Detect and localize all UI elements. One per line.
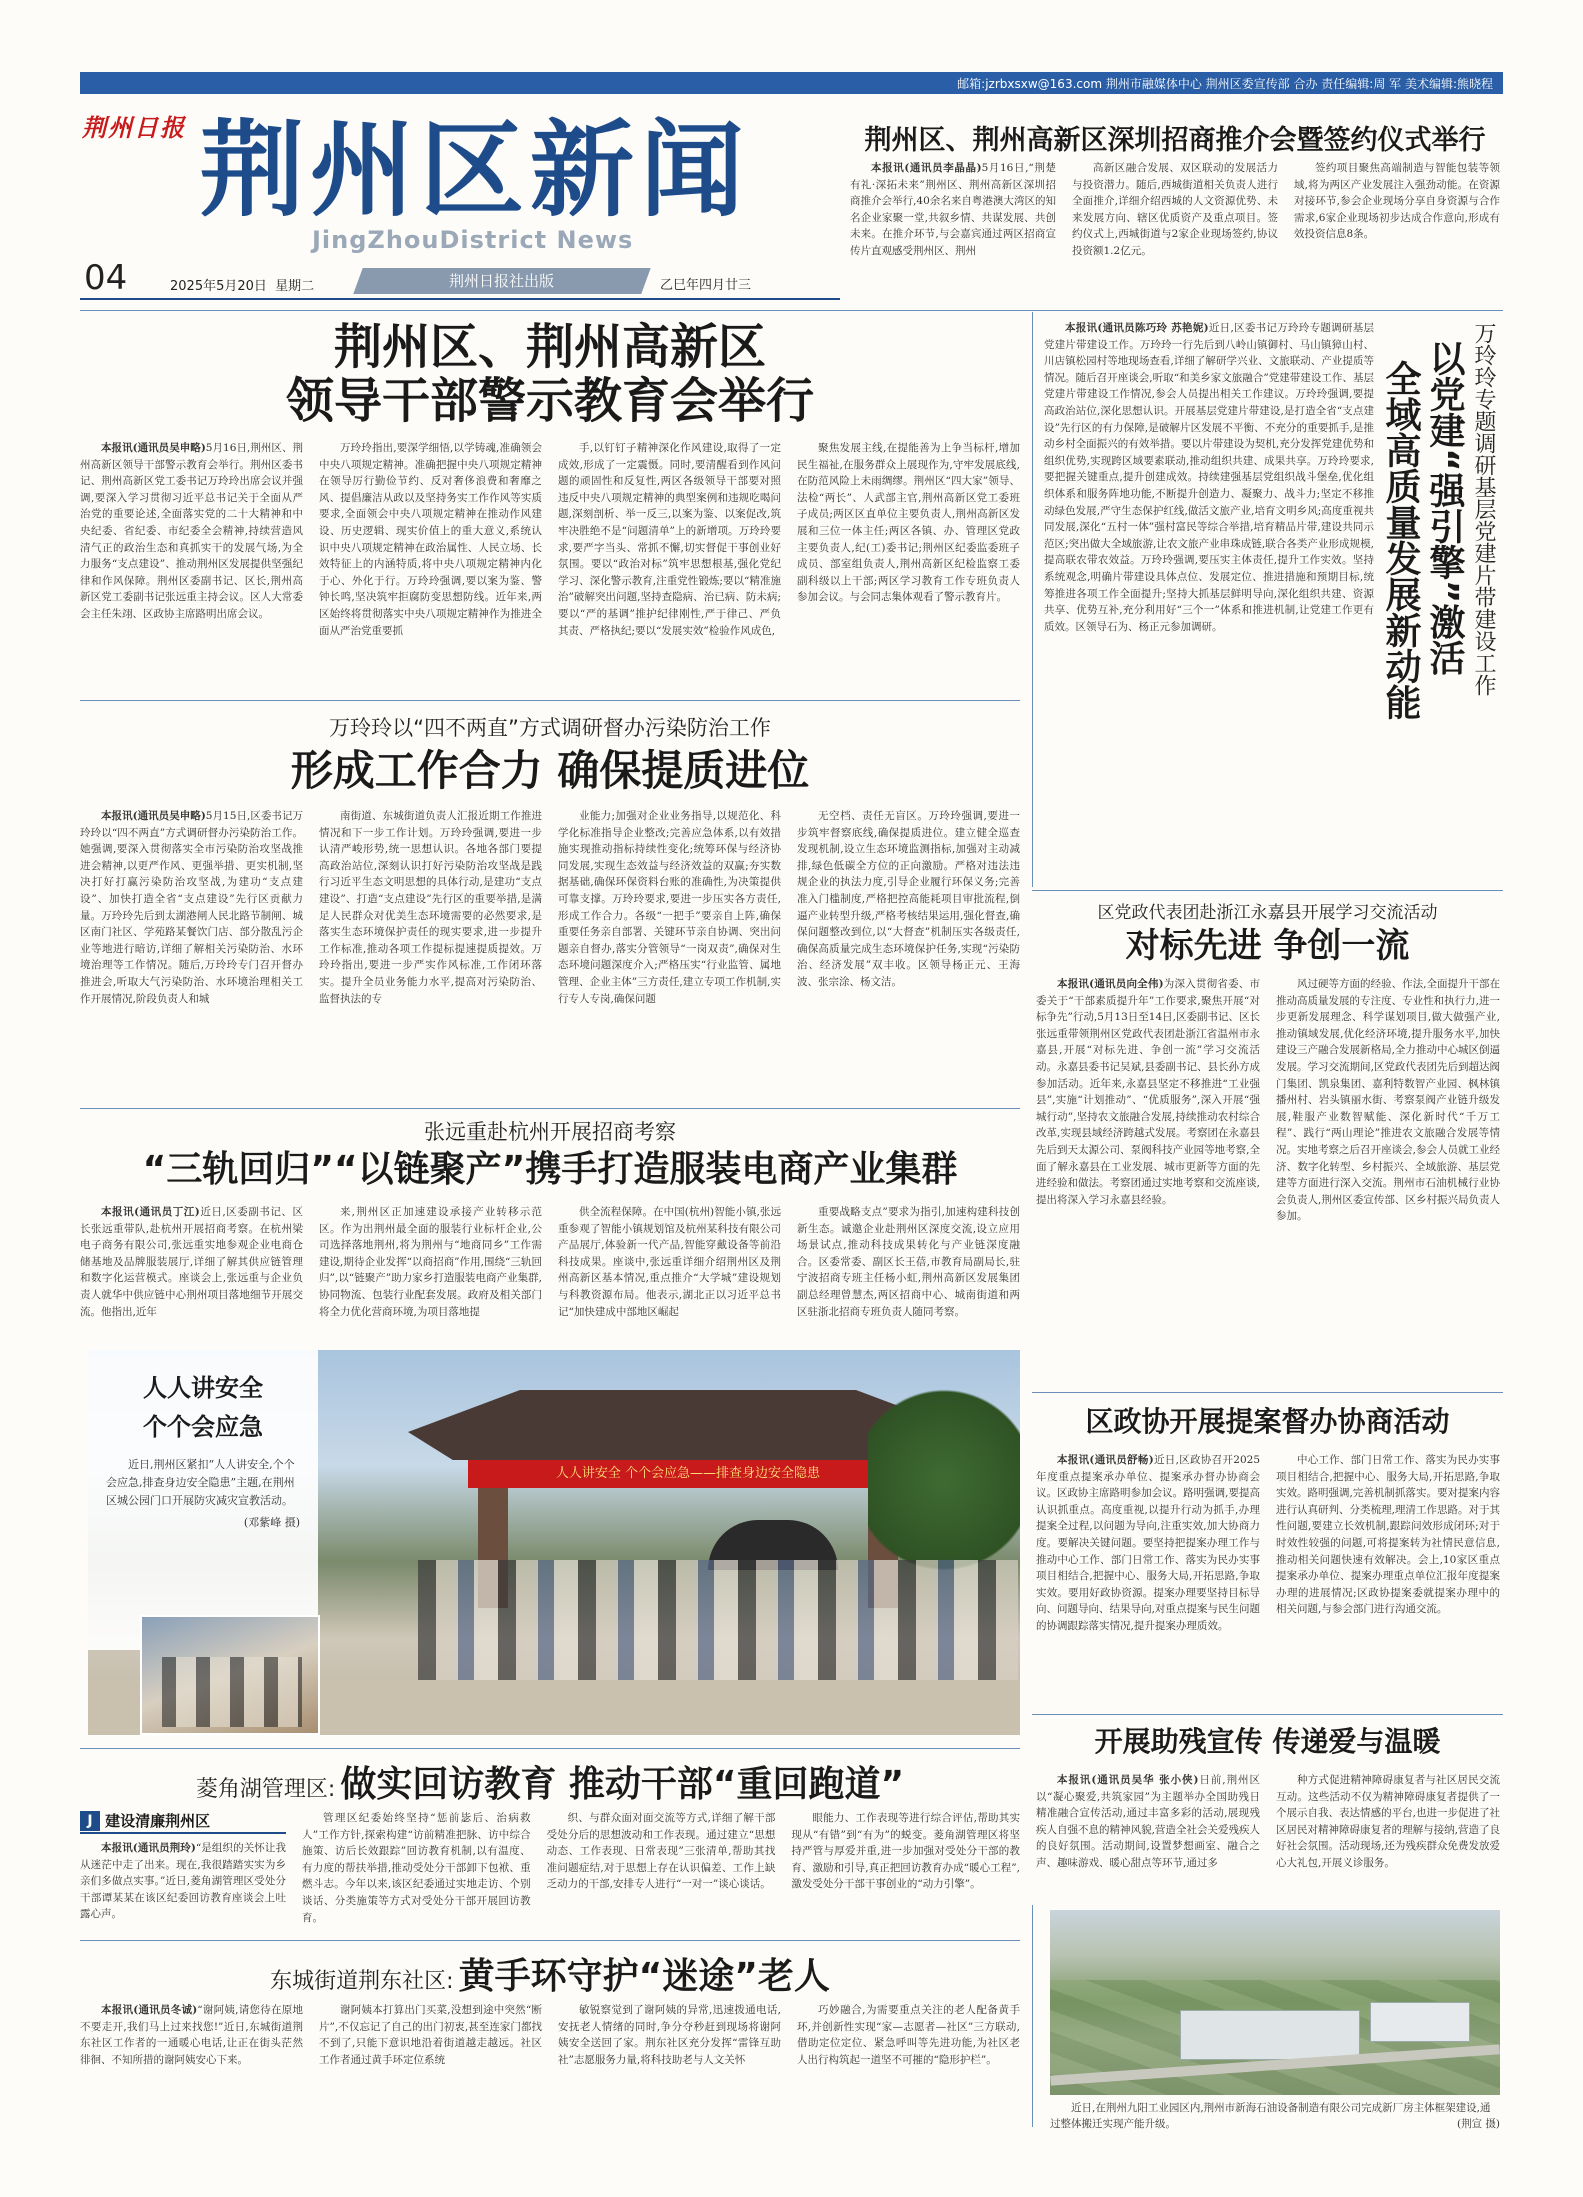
linghu-title: 做实回访教育 推动干部“重回跑道” <box>340 1764 905 1805</box>
safety-inset-photo <box>140 1615 320 1735</box>
signing-col2: 高新区融合发展、双区联动的发展活力与投资潜力。随后,西城街道相关负责人进行全面推介,详细介绍西城的人文资源优势、未来发展方向、辖区优质资产及重点项目。签约仪式上,西城街道与2家企业现场签约,协议投资额1.2亿元。 <box>1072 162 1278 257</box>
linghu-byline: 本报讯(通讯员荆玲) <box>101 1842 196 1854</box>
zhengxie-col2: 中心工作、部门日常工作、落实为民办实事项目相结合,把握中心、服务大局,开拓思路,争取实效。路明强调,完善机制抓落实。要对提案内容进行认真研判、分类梳理,理清工作思路。对于其性问题,要建立长效机制,跟踪问效形成闭环;对于时效性较强的问题,可将提案转为社情民意信息,推动相关问题快速有效解决。会上,10家区重点提案承办单位、提案办理重点单位汇报年度提案办理的进展情况;区政协提案委就提案办理中的相关问题,与参会部门进行沟通交流。 <box>1276 1454 1500 1616</box>
wan-title-1: 以党建“强引擎”激活 <box>1424 340 1465 676</box>
warning-title-1: 荆州区、荆州高新区 <box>333 319 766 375</box>
warning-body <box>80 440 1020 639</box>
linghu-col3: 织、与群众面对面交流等方式,详细了解干部受处分后的思想波动和工作表现。通过建立“思想动态、工作表现、日常表现”三张清单,帮助其找准问题症结,对于思想上存在认识偏差、工作上缺乏动力的干部,安排专人进行“一对一”谈心谈话。 <box>546 1812 776 1891</box>
warning-title-2: 领导干部警示教育会举行 <box>285 373 814 429</box>
wan-text: 本报讯(通讯员陈巧玲 苏艳妮)近日,区委书记万玲玲专题调研基层党建片带建设工作。万玲玲一行先后到八岭山镇御村、马山镇獐山村、川店镇松园村等地现场查看,详细了解研学兴业、文旅联动、产业提质等情况。随后召开座谈会,听取“和美乡家文旅融合”党建带建设工作、基层党建片带建设工作情况,参会人员提出相关工作建议。万玲玲强调,要提高政治站位,深化思想认识。开展基层党建片带建设,是打造全省“支点建设”先行区的有力保障,是破解片区发展不平衡、不充分的重要抓手,是推动乡村全面振兴的有效举措。要以片带建设为契机,充分发挥党建优势和组织优势,实现跨区域要素联动,推动组织共建、成果共享。万玲玲要求,要把握关键重点,提升创建成效。持续建强基层党组织战斗堡垒,优化组织体系和服务阵地功能,不断提升创造力、凝聚力、战斗力;坚定不移推动绿色发展,严守生态保护红线,做活文旅产业,培育文明乡风;高度重视共同发展,深化“五村一体”强村富民等综合举措,培育精品片带,建设共同示范区;突出做大全域旅游,让农文旅产业串珠成链,联合各类产业形成规模,提高联农带农效益。万玲玲强调,要压实主体责任,提升工作实效。坚持系统观念,明确片带建设具体点位、发展定位、推进措施和预期目标,统筹推进各项工作全面提升;坚持大抓基层鲜明导向,深化组织共建、资源共享、优势互补,充分利用好“三个一”体系和推进机制,让党建工作更有质效。区领导石为、杨正元参加调研。 <box>1044 322 1374 633</box>
photo-building-1 <box>1180 2010 1360 2060</box>
zhang-title: “三轨回归”“以链聚产”携手打造服装电商产业集群 <box>142 1149 958 1190</box>
date: 2025年5月20日 <box>170 279 267 294</box>
warning-byline: 本报讯(通讯员吴申略) <box>101 442 206 454</box>
safety-title-1: 人人讲安全 <box>143 1374 263 1402</box>
publisher-band <box>353 268 650 294</box>
rule-dongcheng <box>80 1940 1020 1941</box>
warning-col1: 本报讯(通讯员吴申略)5月16日,荆州区、荆州高新区领导干部警示教育会举行。荆州区委书记、荆州高新区党工委书记万玲玲出席会议并强调,要深入学习贯彻习近平总书记关于全面从严治党的重要论述,全面落实党的二十大精神和中央纪委、省纪委、市纪委全会精神,持续营造风清气正的政治生态和真抓实干的发展气场,为全力服务“支点建设”、推动荆州区发展提供坚强纪律和作风保障。荆州区委副书记、区长,荆州高新区党工委副书记张远重主持会议。区人大常委会主任朱翊、区政协主席路明出席会议。 <box>80 442 303 620</box>
rule-top <box>80 310 1503 311</box>
inset-people <box>162 1657 302 1727</box>
photo-building-2 <box>1370 2002 1470 2042</box>
subtitle-en: JingZhouDistrict News <box>312 226 634 254</box>
top-bar <box>80 72 1503 94</box>
signing-col1: 本报讯(通讯员李晶晶)5月16日,“荆楚有礼·深拓未来”荆州区、荆州高新区深圳招商推介会举行,40余名来自粤港澳大湾区的知名企业家聚一堂,共叙乡情、共谋发展、共创未来。在推介环节,与会嘉宾通过两区招商宣传片直观感受荆州区、荆州 <box>850 162 1057 257</box>
dongcheng-head <box>80 1948 1020 1999</box>
photo-crowd <box>418 1560 1018 1700</box>
dongcheng-col1: 本报讯(通讯员冬诚)“谢阿姨,请您待在原地不要走开,我们马上过来找您!”近日,东城街道荆东社区工作者的一通暖心电话,让正在街头茫然徘徊、不知所措的谢阿姨安心下来。 <box>80 2004 303 2066</box>
linghu-tag-icon: J <box>80 1811 100 1831</box>
logo <box>82 108 192 148</box>
industrial-photo <box>1050 1910 1500 2095</box>
safety-title-2: 个个会应急 <box>143 1413 263 1441</box>
linghu-body <box>302 1810 1020 1936</box>
pollution-col4: 无空档、责任无盲区。万玲玲强调,要进一步筑牢督察底线,确保提质进位。建立健全巡查发现机制,设立生态环境监测指标,加强对主动减排,绿色低碳全方位的正向激励。严格对违法违规企业的执法力度,引导企业履行环保义务;完善准入门槛制度,严格把控高能耗项目审批流程,倒逼产业转型升级,严格考核结果运用,强化督查,确保问题整改到位,以“大督查”机制压实各级责任,确保高质量完成生态环境保护任务,实现“污染防治、经济发展”双丰收。区领导杨正元、王海波、张宗涂、杨文洁。 <box>797 810 1020 988</box>
warning-col4: 聚焦发展主线,在提能善为上争当标杆,增加民生福祉,在服务群众上展现作为,守牢发展底线,在防范风险上未雨绸缪。荆州区“四大家”领导、法检“两长”、人武部主官,荆州高新区党工委班子成员;两区区直单位主要负责人,荆州高新区发展和三位一体主任;两区各镇、办、管理区党政主要负责人,纪(工)委书记;荆州区纪委监委班子成员、部室组负责人,荆州高新区纪检监察工委副科级以上干部;两区学习教育工作专班负责人参加会议。与会同志集体观看了警示教育片。 <box>797 442 1020 604</box>
dongcheng-col2: 谢阿姨本打算出门买菜,没想到途中突然“断片”,不仅忘记了自己的出门初衷,甚至连家门都找不到了,只能下意识地沿着街道越走越远。社区工作者通过黄手环定位系统 <box>319 2004 542 2066</box>
vrule-right-top <box>1032 312 1033 887</box>
industrial-caption: 近日,在荆州九阳工业园区内,荆州市新海石油设备制造有限公司完成新厂房主体框架建设,通过整体搬迁实现产能升级。 (荆宣 摄) <box>1050 2102 1500 2130</box>
dongcheng-body <box>80 2002 1020 2120</box>
pollution-body <box>80 808 1020 1007</box>
pollution-title: 形成工作合力 确保提质进位 <box>290 746 810 795</box>
zhucan-col1: 本报讯(通讯员吴华 张小侠)日前,荆州区以“凝心聚爱,共筑家园”为主题举办全国助残日精准融合宣传活动,通过丰富多彩的活动,展现残疾人自强不息的精神风貌,营造全社会关爱残疾人的良好氛围。活动期间,设置梦想画室、融合之声、趣味游戏、暖心甜点等环节,通过多 <box>1036 1774 1260 1869</box>
industrial-credit: (荆宣 摄) <box>1456 2118 1500 2130</box>
weekday: 星期二 <box>275 279 315 294</box>
dui-title: 对标先进 争创一流 <box>1125 926 1410 966</box>
zhang-col3: 供全流程保障。在中国(杭州)智能小镇,张远重参观了智能小镇规划馆及杭州某科技有限公司产品展厅,体验新一代产品,智能穿戴设备等前沿科技成果。座谈中,张远重详细介绍荆州区及荆州高新区基本情况,重点推介“大学城”建设规划与科教资源布局。他表示,湖北正以习近平总书记“加快建成中部地区崛起 <box>558 1206 781 1318</box>
signing-byline: 本报讯(通讯员李晶晶) <box>871 162 982 174</box>
zhucan-title: 开展助残宣传 传递爱与温暖 <box>1094 1725 1441 1758</box>
dongcheng-byline: 本报讯(通讯员冬诚) <box>101 2004 198 2016</box>
rule-dui <box>1032 890 1503 891</box>
dui-col2: 风过硬等方面的经验、作法,全面提升干部在推动高质量发展的专注度、专业性和执行力,进一步更新发展理念、科学谋划项目,做大做强产业,推动镇域发展,优化经济环境,提升服务水平,加快建设三产融合发展新格局,全力推动中心城区倒逼发展。学习交流期间,区党政代表团先后到超达阀门集团、凯泉集团、嘉利特数智产业园、枫林镇播州村、岩头镇丽水街、考察泵阀产业链升级发展,鞋服产业数智赋能、深化新时代“千万工程”、践行“两山理论”推进农文旅融合发展等情况。实地考察之后召开座谈会,参会人员就工业经济、数字化转型、乡村振兴、全域旅游、基层党建等方面进行深入交流。荆州市石油机械行业协会负责人,荆州区委宣传部、区乡村振兴局负责人参加。 <box>1276 978 1500 1223</box>
top-bar-info: 邮箱:jzrbxsxw@163.com 荆州市融媒体中心 荆州区委宣传部 合办 责任编辑:周 军 美术编辑:熊晓程 <box>957 77 1493 91</box>
page-number: 04 <box>84 258 128 298</box>
dui-kicker: 区党政代表团赴浙江永嘉县开展学习交流活动 <box>1097 903 1438 923</box>
zhang-body <box>80 1204 1020 1342</box>
linghu-tag <box>80 1810 286 1834</box>
wan-body <box>1044 320 1374 880</box>
linghu-head <box>80 1756 1020 1807</box>
signing-title: 荆州区、荆州高新区深圳招商推介会暨签约仪式举行 <box>864 125 1486 156</box>
safety-caption-box <box>88 1350 318 1650</box>
warning-col2: 万玲玲指出,要深学细悟,以学铸魂,准确领会中央八项规定精神。准确把握中央八项规定精神在领导厉行勤俭节约、反对奢侈浪费和奢靡之风、提倡廉洁从政以及坚持务实工作作风等实质要求,全面领会中央八项规定精神在推动作风建设、历史逻辑、现实价值上的重大意义,系统认识中央八项规定精神在政治属性、人民立场、长效特征上的内涵特质,将中央八项规定精神内化于心、外化于行。万玲玲强调,要以案为鉴、警钟长鸣,坚决筑牢拒腐防变思想防线。近年来,两区始终将贯彻落实中央八项规定精神作为推进全面从严治党重要抓 <box>319 442 542 637</box>
vrule-bottom <box>1032 1905 1033 2127</box>
linghu-col1: 本报讯(通讯员荆玲)“是组织的关怀让我从迷茫中走了出来。现在,我很踏踏实实为乡亲们多做点实事。”近日,菱角湖管理区受处分干部谭某某在该区纪委回访教育座谈会上吐露心声。 <box>80 1842 286 1921</box>
signing-body <box>850 160 1500 260</box>
wan-kicker: 万玲玲专题调研基层党建片带建设工作 <box>1471 322 1496 696</box>
wan-byline: 本报讯(通讯员陈巧玲 苏艳妮) <box>1065 322 1209 334</box>
dui-col1: 本报讯(通讯员向全伟)为深入贯彻省委、市委关于“干部素质提升年”工作要求,聚焦开展“对标争先”行动,5月13日至14日,区委副书记、区长张远重带领荆州区党政代表团赴浙江省温州市永嘉县,开展“对标先进、争创一流”学习交流活动。永嘉县委书记吴斌,县委副书记、县长孙方成参加活动。近年来,永嘉县坚定不移推进“工业强县”,实施“计划推动”、“优质服务”,深入开展“强城行动”,坚持农文旅融合发展,持续推动农村综合改革,实现县域经济跨越式发展。考察团在永嘉县先后到天太源公司、泵阀科技产业园等地考察,全面了解永嘉县在工业发展、城市更新等方面的先进经验和做法。考察团通过实地考察和交流座谈,提出将深入学习永嘉县经验。 <box>1036 978 1261 1206</box>
lunar-date: 乙巳年四月廿三 <box>660 278 752 293</box>
rule-pollution <box>80 700 1020 701</box>
masthead-rule <box>80 298 840 300</box>
zhengxie-title: 区政协开展提案督办协商活动 <box>1085 1405 1450 1438</box>
zhang-col4: 重要战略支点”要求为指引,加速构建科技创新生态。诚邀企业赴荆州区深度交流,设立应用场景试点,推动科技成果转化与产业链深度融合。区委常委、副区长王蓓,市教育局副局长,驻宁波招商专班主任杨小虹,荆州高新区发展集团副总经理曾慧杰,两区招商中心、城南街道和两区驻浙北招商专班负责人随同考察。 <box>797 1206 1020 1318</box>
dui-body <box>1036 976 1500 1388</box>
publisher: 荆州日报社出版 <box>449 272 555 290</box>
zhucan-body <box>1036 1772 1500 1898</box>
zhengxie-byline: 本报讯(通讯员舒畅) <box>1057 1454 1154 1466</box>
date-line <box>170 275 314 294</box>
zhengxie-col1: 本报讯(通讯员舒畅)近日,区政协召开2025年度重点提案承办单位、提案承办督办协商会议。区政协主席路明参加会议。路明强调,要提高认识抓重点。高度重视,以提升行动为抓手,办理提案全过程,以问题为导向,注重实效,加大协商力度。要解决关键问题。要坚持把提案办理工作与推动中心工作、部门日常工作、落实为民办实事项目相结合,把握中心、服务大局,开拓思路,争取实效。要用好政协资源。提案办理要坚持目标导向、问题导向、结果导向,对重点提案与民生问题的协调跟踪落实情况,提升提案办理质效。 <box>1036 1454 1260 1632</box>
dui-byline: 本报讯(通讯员向全伟) <box>1057 978 1164 990</box>
zhang-kicker: 张远重赴杭州开展招商考察 <box>424 1120 676 1144</box>
warning-col3: 手,以钉钉子精神深化作风建设,取得了一定成效,形成了一定震慑。同时,要清醒看到作风问题的顽固性和反复性,两区各级领导干部要对照违反中央八项规定精神的典型案例和违规吃喝问题,深刻剖析、举一反三,以案为鉴、以案促改,筑牢决胜绝不是“问题清单”上的新增项。万玲玲要求,要严字当头、常抓不懈,切实督促干事创业好氛围。要以“政治对标”筑牢思想根基,强化党纪学习、深化警示教育,注重党性锻炼;要以“精准施治”破解突出问题,坚持查隐病、治已病、防未病;要以“严的基调”推护纪律刚性,严于律己、严负其责、严格执纪;要以“发展实效”检验作风成色, <box>558 442 781 637</box>
zhengxie-body <box>1036 1452 1500 1710</box>
dongcheng-col3: 敏锐察觉到了谢阿姨的异常,迅速拨通电话,安抚老人情绪的同时,争分夺秒赶到现场将谢阿姨安全送回了家。荆东社区充分发挥“雷锋互助社”志愿服务力量,将科技助老与人文关怀 <box>558 2004 781 2066</box>
zhang-byline: 本报讯(通讯员丁江) <box>101 1206 200 1218</box>
wan-title-2: 全域高质量发展新动能 <box>1380 360 1421 720</box>
pollution-col2: 南街道、东城街道负责人汇报近期工作推进情况和下一步工作计划。万玲玲强调,要进一步认清严峻形势,统一思想认识。各地各部门要提高政治站位,深刻认识打好污染防治攻坚战是践行习近平生态文明思想的具体行动,是建功“支点建设”、打造“支点建设”先行区的重要举措,是满足人民群众对优美生态环境需要的必然要求,是落实生态环境保护责任的现实要求,进一步提升工作标准,推动各项工作提标提速提质提效。万玲玲指出,要进一步严实作风标准,工作闭环落实。提升全员业务能力水平,提高对污染防治、监督执法的专 <box>319 810 542 1005</box>
zhang-col1: 本报讯(通讯员丁江)近日,区委副书记、区长张远重带队,赴杭州开展招商考察。在杭州梁电子商务有限公司,张远重实地参观企业电商仓储基地及品牌服装展厅,详细了解其供应链管理和数字化运营模式。座谈会上,张远重与企业负责人就华中供应链中心荆州项目落地细节开展交流。他指出,近年 <box>80 1206 303 1318</box>
pollution-col1: 本报讯(通讯员吴申略)5月15日,区委书记万玲玲以“四不两直”方式调研督办污染防治工作。她强调,要深入贯彻落实全市污染防治攻坚战推进会精神,以更严作风、更强举措、更实机制,坚决打好打赢污染防治攻坚战,为建功“支点建设”、加快打造全省“支点建设”先行区贡献力量。万玲玲先后到太湖港闸人民北路节制闸、城区南门社区、学苑路某餐饮门店、部分散乱污企业等地进行暗访,详细了解相关污染防治、水环境治理等工作情况。随后,万玲玲专门召开督办推进会,听取大气污染防治、水环境治理相关工作开展情况,阶段负责人和城 <box>80 810 303 1005</box>
linghu-col4: 眼能力、工作表现等进行综合评估,帮助其实现从“有错”到“有为”的蜕变。菱角湖管理区将坚持严管与厚爱并重,进一步加强对受处分干部的教育、激励和引导,真正把回访教育办成“暖心工程”,激发受处分干部干事创业的“动力引擎”。 <box>791 1812 1020 1891</box>
rule-zhucan <box>1032 1714 1503 1715</box>
signing-col3: 签约项目聚焦高端制造与智能包装等领域,将为两区产业发展注入强劲动能。在资源对接环节,参会企业现场分享自身资源与合作需求,6家企业现场初步达成合作意向,形成有效投资信息8条。 <box>1294 162 1500 241</box>
pollution-kicker: 万玲玲以“四不两直”方式调研督办污染防治工作 <box>329 716 771 740</box>
zhucan-col2: 种方式促进精神障碍康复者与社区居民交流互动。这些活动不仅为精神障碍康复者提供了一个展示自我、表达情感的平台,也进一步促进了社区居民对精神障碍康复者的理解与接纳,营造了良好社会氛围。活动现场,还为残疾群众免费发放爱心大礼包,开展义诊服务。 <box>1276 1774 1500 1869</box>
rule-zhengxie <box>1032 1392 1503 1393</box>
rule-linghu <box>80 1748 1020 1749</box>
dongcheng-kicker: 东城街道荆东社区: <box>270 1969 454 1994</box>
linghu-col2: 管理区纪委始终坚持“惩前毖后、治病救人”工作方针,探索构建“访前精准把脉、访中综合施策、访后长效跟踪”回访教育机制,以有温度、有力度的帮扶举措,推动受处分干部卸下包袱、重燃斗志。今年以来,该区纪委通过实地走访、个别谈话、分类施策等方式对受处分干部开展回访教育。 <box>302 1812 531 1924</box>
logo-text: 荆州日报 <box>82 113 186 142</box>
linghu-tag-text: 建设清廉荆州区 <box>105 1812 211 1830</box>
pollution-col3: 业能力;加强对企业业务指导,以规范化、科学化标准指导企业整改;完善应急体系,以有效措施实现推动指标持续性变化;统筹环保与经济协同发展,实现生态效益与经济效益的双赢;夯实数据基础,确保环保资料台账的准确性,为决策提供可靠支撑。万玲玲要求,要进一步压实各方责任,形成工作合力。各级“一把手”要亲自上阵,确保重要任务亲自部署、关键环节亲自协调、突出问题亲自督办,落实分管领导“一岗双责”,确保对生态环境问题深度介入;严格压实“行业监管、属地管理、企业主体”三方责任,建立专项工作机制,实行专人专岗,确保问题 <box>558 810 781 1005</box>
dongcheng-title: 黄手环守护“迷途”老人 <box>458 1956 830 1997</box>
zhucan-byline: 本报讯(通讯员吴华 张小侠) <box>1057 1774 1199 1786</box>
linghu-kicker: 菱角湖管理区: <box>195 1777 336 1802</box>
safety-caption: 近日,荆州区紧扣“人人讲安全,个个会应急,排查身边安全隐患”主题,在荆州区城公园门口开展防灾减灾宣教活动。 <box>106 1458 295 1507</box>
rule-zhang <box>80 1108 1020 1109</box>
pollution-byline: 本报讯(通讯员吴申略) <box>101 810 206 822</box>
photo-trees <box>868 1380 1020 1580</box>
photo-banner-text: 人人讲安全 个个会应急——排查身边安全隐患 <box>555 1466 821 1481</box>
photo-gate-banner <box>468 1460 908 1488</box>
page-title: 荆州区新闻 <box>200 108 751 231</box>
zhang-col2: 来,荆州区正加速建设承接产业转移示范区。作为出荆州最全面的服装行业标杆企业,公司选择落地荆州,将为荆州与“地商同乡”工作需建设,期待企业发挥“以商招商”作用,围绕“三轨回归”,以“链聚产”助力家乡打造服装电商产业集群,协同物流、包装行业配套发展。政府及相关部门将全力优化营商环境,为项目落地提 <box>319 1206 542 1318</box>
safety-credit: (邓紫峰 摄) <box>243 1516 300 1529</box>
dongcheng-col4: 巧妙融合,为需要重点关注的老人配备黄手环,并创新性实现“家—志愿者—社区”三方联动,借助定位定位、紧急呼叫等先进功能,为社区老人出行构筑起一道坚不可摧的“隐形护栏”。 <box>797 2004 1020 2066</box>
